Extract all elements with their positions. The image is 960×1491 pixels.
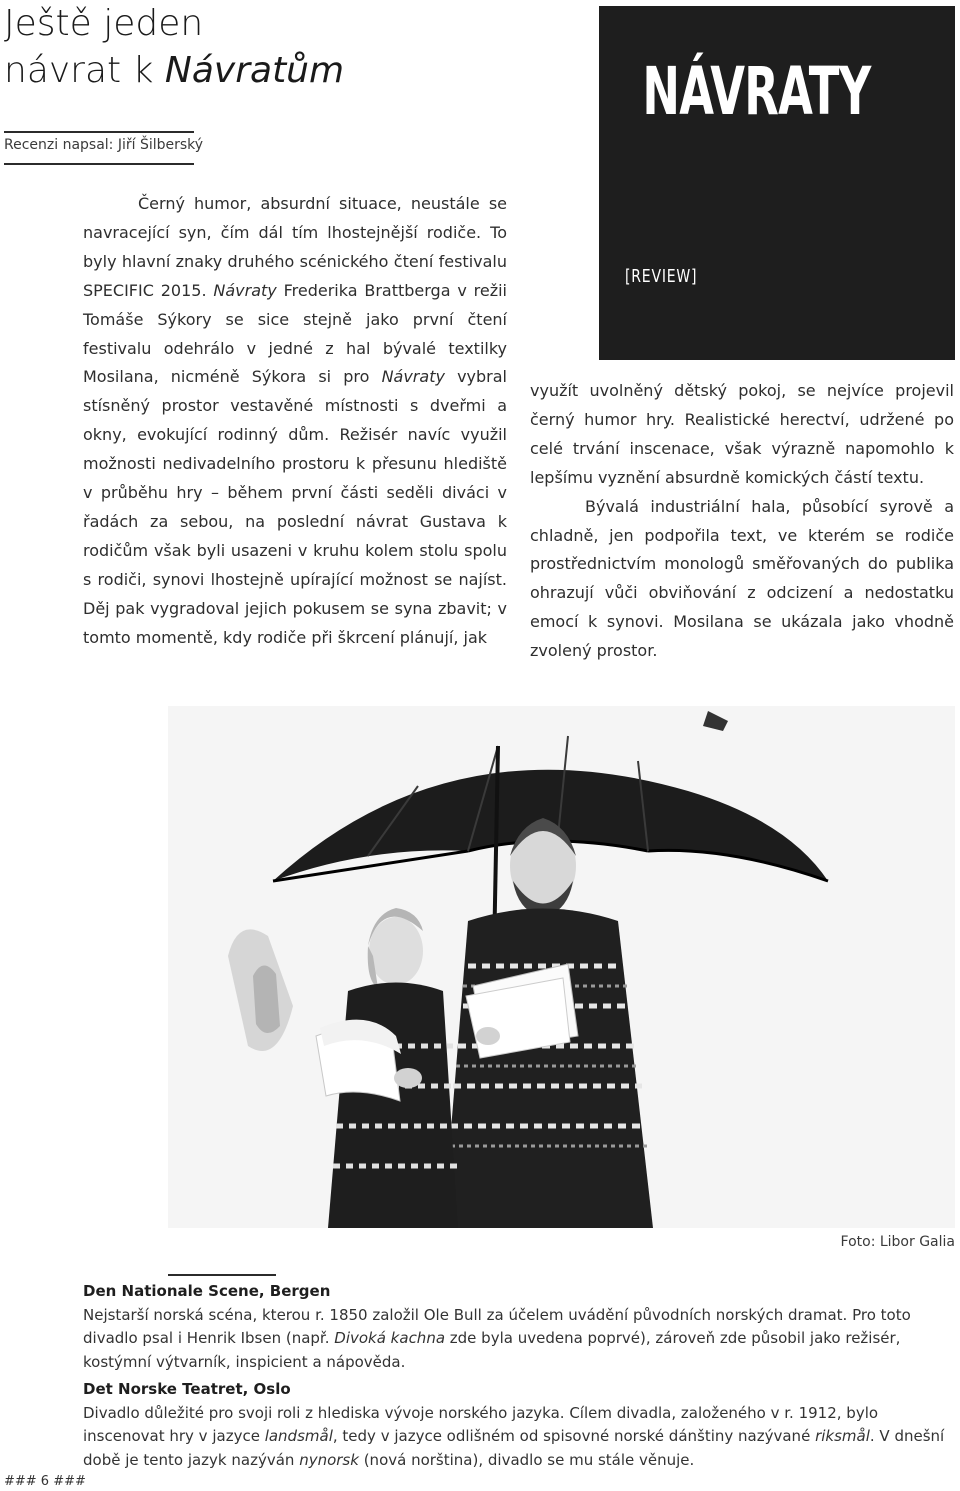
page-number: ### 6 ###	[4, 1474, 86, 1489]
play-title-italic: Návraty	[381, 367, 445, 387]
banner-subtitle: [REVIEW]	[625, 266, 698, 287]
article-paragraph: využít uvolněný dětský pokoj, se nejvíce projevil černý humor hry. Realistické herectví, udržené po celé trvání inscenace, však výrazně napomohlo k lepšímu vyznění absurdně komických částí textu.	[530, 381, 954, 487]
note-title: Det Norske Teatret, Oslo	[83, 1380, 291, 1398]
language-term-italic: nynorsk	[299, 1450, 359, 1469]
article-paragraph: Bývalá industriální hala, působící syrově a chladně, jen podpořila text, ve kterém se rodiče prostřednictvím monologů směřovaných do publika ohrazují vůči obviňování z odcizení a nedostatku emocí k synovi. Mosilana se ukázala jako vhodně zvolený prostor.	[530, 496, 954, 661]
performance-photo-image	[168, 706, 955, 1228]
text-run: (nová norština), divadlo se mu stále věnuje.	[358, 1450, 695, 1469]
text-run: Divadlo důležité pro svoji roli z hlediska vývoje norského jazyka. Cílem divadla, založeného v r. 1912, bylo inscenovat hry v jazyce	[83, 1403, 879, 1445]
text-run: Nejstarší norská scéna, kterou r. 1850 založil Ole Bull za účelem uvádění původních norských dramat. Pro toto divadlo psal i Henrik Ibsen (např.	[83, 1305, 911, 1347]
note-text	[83, 1402, 957, 1473]
note-text	[83, 1304, 957, 1375]
title-divider-top	[4, 131, 194, 133]
photo-credit: Foto: Libor Galia	[840, 1234, 955, 1250]
article-title-line2: návrat k	[4, 50, 165, 91]
article-paragraph	[83, 190, 507, 653]
text-run: Černý humor, absurdní situace, neustále se navracející syn, čím dál tím lhostejnější rodiče. To byly hlavní znaky druhého scénického čtení festivalu SPECIFIC 2015.	[83, 194, 507, 300]
article-column-2	[530, 377, 954, 666]
article-column-1	[83, 190, 507, 653]
language-term-italic: landsmål	[264, 1427, 333, 1445]
text-run: zde byla uvedena poprvé), zároveň zde působil jako režisér, kostýmní výtvarník, inspicient a nápověda.	[83, 1329, 901, 1371]
article-title-line1: Ještě jeden	[4, 3, 204, 44]
play-title-italic: Návraty	[213, 280, 277, 300]
text-run: Frederika Brattberga v režii Tomáše Sýkory se sice stejně jako první čtení festivalu odehrálo v jedné z hal bývalé textilky Mosilana, nicméně Sýkora si pro	[83, 280, 507, 387]
article-title	[4, 0, 444, 94]
notes-divider	[168, 1274, 276, 1276]
banner-title: NÁVRATY	[642, 53, 871, 130]
title-divider-bottom	[4, 163, 194, 165]
play-title-italic: Divoká kachna	[334, 1329, 446, 1347]
performance-photo	[168, 706, 955, 1228]
text-run: . V dnešní době je tento jazyk nazýván	[83, 1427, 945, 1469]
byline: Recenzi napsal: Jiří Šilberský	[4, 137, 204, 153]
language-term-italic: riksmål	[815, 1427, 870, 1445]
section-banner	[599, 6, 955, 360]
note-title: Den Nationale Scene, Bergen	[83, 1282, 331, 1300]
article-title-italic: Návratům	[164, 50, 345, 91]
text-run: , tedy v jazyce odlišném od spisovné norské dánštiny nazývané	[332, 1427, 816, 1445]
text-run: vybral stísněný prostor vestavěné místnosti s dveřmi a okny, evokující rodinný dům. Režisér navíc využil možnosti nedivadelního prostoru k přesunu hlediště v průběhu hry – během první části seděli diváci v řadách za sebou, na poslední návrat Gustava k rodičům však byli usazeni v kruhu kolem stolu spolu s rodiči, synovi lhostejně upírající možnost se najíst. Děj pak vygradoval jejich pokusem se syna zbavit; v tomto momentě, kdy rodiče při škrcení plánují, jak	[83, 367, 507, 647]
footnotes	[83, 1280, 957, 1476]
